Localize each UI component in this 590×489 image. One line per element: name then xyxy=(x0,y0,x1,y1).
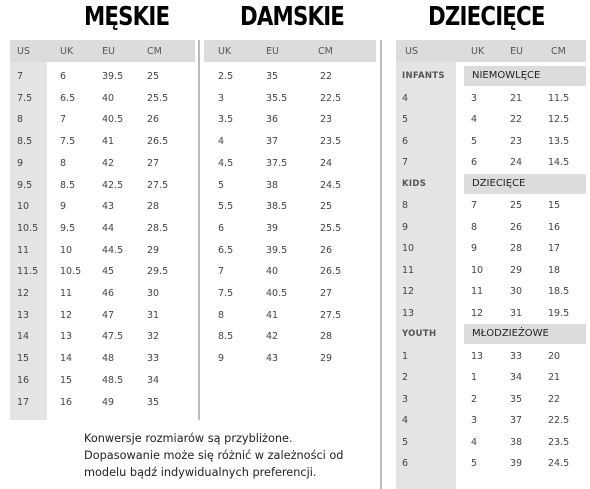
cell-uk: 16 xyxy=(60,396,73,408)
cell-eu: 39.5 xyxy=(266,244,288,256)
cell-uk: 5 xyxy=(471,458,478,469)
cell-us: 10.5 xyxy=(17,222,39,234)
cell-eu: 47 xyxy=(102,309,115,321)
cell-cm: 12.5 xyxy=(548,114,570,125)
table-row xyxy=(204,261,376,282)
header-us: US xyxy=(405,46,418,57)
cell-cm: 14.5 xyxy=(548,157,570,168)
cell-cm: 15 xyxy=(548,200,561,211)
cell-us: 12 xyxy=(17,288,30,299)
table-row xyxy=(10,392,195,413)
cell-cm: 32 xyxy=(147,331,160,343)
cell-uk: 1 xyxy=(471,372,478,383)
cell-eu: 40 xyxy=(266,266,279,278)
table-row xyxy=(396,453,586,474)
section-label-pl: MŁODZIEŻOWE xyxy=(472,328,549,339)
header-cm: CM xyxy=(318,46,333,57)
women-header-row xyxy=(204,40,376,62)
cell-cm: 21 xyxy=(548,372,561,383)
cell-cm: 25.5 xyxy=(320,222,342,234)
men-size-table xyxy=(10,40,195,420)
table-row xyxy=(10,175,195,196)
cell-eu: 38 xyxy=(266,179,279,191)
cell-eu: 40 xyxy=(102,92,115,104)
cell-eu: 34 xyxy=(510,372,523,383)
cell-us: 7 xyxy=(402,157,409,168)
cell-eu: 45 xyxy=(102,266,115,278)
cell-eu: 40.5 xyxy=(102,114,124,126)
table-row xyxy=(396,281,586,302)
table-row xyxy=(10,131,195,152)
cell-eu: 21 xyxy=(510,92,523,104)
table-row xyxy=(10,348,195,369)
cell-cm: 20 xyxy=(548,350,561,362)
cell-us: 3 xyxy=(402,393,409,405)
table-row xyxy=(204,305,376,326)
cell-cm: 24.5 xyxy=(548,458,570,469)
table-row xyxy=(10,66,195,87)
cell-uk: 4.5 xyxy=(218,157,234,169)
cell-us: 11 xyxy=(402,264,415,276)
section-header xyxy=(396,174,586,194)
cell-uk: 10.5 xyxy=(60,266,82,278)
table-row xyxy=(396,389,586,410)
cell-eu: 42 xyxy=(266,331,279,343)
section-label: KIDS xyxy=(402,178,427,189)
cell-eu: 39 xyxy=(510,458,523,469)
cell-eu: 38.5 xyxy=(266,201,288,213)
cell-uk: 8 xyxy=(60,157,67,169)
cell-eu: 39.5 xyxy=(102,71,124,82)
cell-cm: 30 xyxy=(147,288,160,299)
cell-us: 5 xyxy=(402,436,409,448)
table-row xyxy=(204,175,376,196)
cell-cm: 28 xyxy=(320,331,333,343)
cell-cm: 22.5 xyxy=(548,415,570,426)
cell-eu: 35 xyxy=(266,71,279,82)
cell-uk: 3 xyxy=(471,92,478,104)
cell-us: 9 xyxy=(17,157,24,169)
table-row xyxy=(10,261,195,282)
cell-cm: 23.5 xyxy=(548,436,570,448)
cell-us: 7.5 xyxy=(17,92,33,104)
cell-eu: 31 xyxy=(510,307,523,319)
men-header-row xyxy=(10,40,195,62)
cell-cm: 35 xyxy=(147,396,160,408)
cell-us: 16 xyxy=(17,374,30,386)
men-title: MĘSKIE xyxy=(84,2,170,32)
cell-uk: 6 xyxy=(60,71,67,82)
cell-uk: 7.5 xyxy=(60,136,76,148)
cell-eu: 28 xyxy=(510,243,523,254)
cell-uk: 7 xyxy=(60,114,67,126)
cell-uk: 14 xyxy=(60,353,73,365)
cell-uk: 9.5 xyxy=(60,222,76,234)
cell-uk: 4 xyxy=(218,136,225,148)
cell-uk: 5 xyxy=(218,179,225,191)
column-divider xyxy=(198,40,200,420)
header-eu: EU xyxy=(102,46,115,57)
cell-uk: 6.5 xyxy=(60,92,76,104)
header-eu: EU xyxy=(266,46,279,57)
cell-cm: 16 xyxy=(548,221,561,233)
cell-uk: 6.5 xyxy=(218,244,234,256)
cell-eu: 35.5 xyxy=(266,92,288,104)
cell-us: 13 xyxy=(402,307,415,319)
table-row xyxy=(10,305,195,326)
cell-cm: 26 xyxy=(320,244,333,256)
cell-cm: 27 xyxy=(320,288,333,299)
table-row xyxy=(10,240,195,261)
cell-cm: 18.5 xyxy=(548,286,570,297)
note-line: modelu bądź indywidualnych preferencji. xyxy=(84,466,317,479)
cell-uk: 7.5 xyxy=(218,288,234,299)
cell-cm: 24.5 xyxy=(320,179,342,191)
cell-eu: 38 xyxy=(510,436,523,448)
section-label: YOUTH xyxy=(402,329,437,339)
table-row xyxy=(396,346,586,367)
header-uk: UK xyxy=(471,46,485,57)
cell-us: 11 xyxy=(17,244,30,256)
cell-us: 4 xyxy=(402,415,409,426)
cell-cm: 25.5 xyxy=(147,92,169,104)
cell-eu: 48 xyxy=(102,353,115,365)
header-uk: UK xyxy=(60,46,74,57)
note-line: Dopasowanie może się różnić w zależności od xyxy=(84,449,344,462)
cell-cm: 31 xyxy=(147,309,160,321)
cell-uk: 8.5 xyxy=(218,331,234,343)
cell-cm: 33 xyxy=(147,353,160,365)
cell-us: 10 xyxy=(17,201,30,213)
cell-eu: 26 xyxy=(510,221,523,233)
cell-cm: 25 xyxy=(147,71,160,82)
table-row xyxy=(396,152,586,173)
cell-eu: 22 xyxy=(510,114,523,125)
cell-cm: 22 xyxy=(320,71,333,82)
cell-uk: 10 xyxy=(471,264,484,276)
cell-cm: 23.5 xyxy=(320,136,342,148)
header-us: US xyxy=(17,46,30,57)
cell-uk: 3.5 xyxy=(218,114,234,126)
cell-uk: 8 xyxy=(471,221,478,233)
cell-us: 15 xyxy=(17,353,30,365)
cell-uk: 8 xyxy=(218,309,225,321)
cell-uk: 7 xyxy=(471,200,478,211)
cell-uk: 4 xyxy=(471,436,478,448)
header-cm: CM xyxy=(147,46,162,57)
cell-eu: 46 xyxy=(102,288,115,299)
cell-eu: 37 xyxy=(266,136,279,148)
cell-eu: 43 xyxy=(102,201,115,213)
table-row xyxy=(204,88,376,109)
size-disclaimer xyxy=(84,430,343,481)
cell-us: 8 xyxy=(17,114,24,126)
table-row xyxy=(396,260,586,281)
table-row xyxy=(204,153,376,174)
table-row xyxy=(204,131,376,152)
cell-us: 8 xyxy=(402,200,409,211)
cell-cm: 28.5 xyxy=(147,222,169,234)
cell-uk: 2 xyxy=(471,393,478,405)
women-size-table xyxy=(204,40,376,376)
section-header xyxy=(396,66,586,86)
cell-us: 8.5 xyxy=(17,136,33,148)
table-row xyxy=(10,88,195,109)
table-row xyxy=(10,109,195,130)
table-row xyxy=(396,109,586,130)
table-row xyxy=(396,367,586,388)
cell-eu: 24 xyxy=(510,157,523,168)
cell-uk: 12 xyxy=(471,307,484,319)
cell-uk: 9 xyxy=(60,201,67,213)
cell-us: 11.5 xyxy=(17,266,39,278)
table-row xyxy=(396,88,586,109)
cell-cm: 29.5 xyxy=(147,266,169,278)
table-row xyxy=(396,131,586,152)
cell-uk: 15 xyxy=(60,374,73,386)
cell-cm: 11.5 xyxy=(548,92,570,104)
cell-cm: 28 xyxy=(147,201,160,213)
cell-uk: 9 xyxy=(218,353,225,365)
cell-uk: 5.5 xyxy=(218,201,234,213)
table-row xyxy=(10,326,195,347)
cell-eu: 37.5 xyxy=(266,157,288,169)
cell-us: 17 xyxy=(17,396,30,408)
table-row xyxy=(204,218,376,239)
cell-eu: 36 xyxy=(266,114,279,126)
cell-cm: 29 xyxy=(147,244,160,256)
cell-cm: 27.5 xyxy=(320,309,342,321)
cell-uk: 7 xyxy=(218,266,225,278)
cell-uk: 9 xyxy=(471,243,478,254)
cell-uk: 12 xyxy=(60,309,73,321)
women-title: DAMSKIE xyxy=(240,2,345,32)
cell-eu: 25 xyxy=(510,200,523,211)
cell-us: 6 xyxy=(402,135,409,147)
table-row xyxy=(10,218,195,239)
table-row xyxy=(396,195,586,216)
cell-uk: 11 xyxy=(471,286,484,297)
cell-eu: 33 xyxy=(510,350,523,362)
cell-cm: 23 xyxy=(320,114,333,126)
table-row xyxy=(204,326,376,347)
table-row xyxy=(204,283,376,304)
cell-us: 4 xyxy=(402,92,409,104)
cell-eu: 40.5 xyxy=(266,288,288,299)
cell-cm: 22.5 xyxy=(320,92,342,104)
cell-eu: 49 xyxy=(102,396,115,408)
table-row xyxy=(10,283,195,304)
cell-uk: 10 xyxy=(60,244,73,256)
cell-uk: 8.5 xyxy=(60,179,76,191)
kids-header-row xyxy=(396,40,586,62)
section-header xyxy=(396,324,586,344)
note-line: Konwersje rozmiarów są przybliżone. xyxy=(84,432,293,445)
cell-us: 9.5 xyxy=(17,179,33,191)
cell-us: 14 xyxy=(17,331,30,343)
section-label: INFANTS xyxy=(402,71,445,81)
cell-eu: 47.5 xyxy=(102,331,124,343)
section-label-pl: NIEMOWLĘCE xyxy=(472,70,541,81)
table-row xyxy=(204,348,376,369)
cell-uk: 13 xyxy=(471,350,484,362)
cell-uk: 13 xyxy=(60,331,73,343)
cell-uk: 4 xyxy=(471,114,478,125)
cell-us: 9 xyxy=(402,221,409,233)
cell-eu: 23 xyxy=(510,135,523,147)
cell-cm: 29 xyxy=(320,353,333,365)
cell-uk: 6 xyxy=(218,222,225,234)
cell-eu: 41 xyxy=(102,136,115,148)
table-row xyxy=(396,303,586,324)
cell-us: 1 xyxy=(402,350,409,362)
cell-cm: 26.5 xyxy=(147,136,169,148)
cell-us: 6 xyxy=(402,458,409,469)
cell-cm: 26.5 xyxy=(320,266,342,278)
cell-cm: 19.5 xyxy=(548,307,570,319)
table-row xyxy=(204,196,376,217)
cell-eu: 44 xyxy=(102,222,115,234)
cell-eu: 43 xyxy=(266,353,279,365)
cell-uk: 3 xyxy=(218,92,225,104)
cell-us: 13 xyxy=(17,309,30,321)
cell-us: 10 xyxy=(402,243,415,254)
cell-us: 5 xyxy=(402,114,409,125)
table-row xyxy=(10,370,195,391)
cell-eu: 44.5 xyxy=(102,244,124,256)
cell-cm: 25 xyxy=(320,201,333,213)
table-row xyxy=(10,196,195,217)
header-uk: UK xyxy=(218,46,232,57)
cell-eu: 35 xyxy=(510,393,523,405)
cell-cm: 22 xyxy=(548,393,561,405)
cell-eu: 29 xyxy=(510,264,523,276)
cell-eu: 42 xyxy=(102,157,115,169)
cell-uk: 3 xyxy=(471,415,478,426)
section-label-pl: DZIECIĘCE xyxy=(472,177,526,189)
cell-cm: 24 xyxy=(320,157,333,169)
kids-title: DZIECIĘCE xyxy=(428,2,545,32)
cell-cm: 26 xyxy=(147,114,160,126)
cell-cm: 27 xyxy=(147,157,160,169)
cell-eu: 30 xyxy=(510,286,523,297)
cell-uk: 11 xyxy=(60,288,73,299)
cell-uk: 6 xyxy=(471,157,478,168)
table-row xyxy=(10,153,195,174)
cell-cm: 18 xyxy=(548,264,561,276)
cell-us: 2 xyxy=(402,372,409,383)
cell-eu: 48.5 xyxy=(102,374,124,386)
kids-size-table xyxy=(396,40,586,489)
table-row xyxy=(204,240,376,261)
cell-eu: 37 xyxy=(510,415,523,426)
cell-uk: 5 xyxy=(471,135,478,147)
cell-uk: 2.5 xyxy=(218,71,234,82)
cell-cm: 13.5 xyxy=(548,135,570,147)
cell-eu: 41 xyxy=(266,309,279,321)
cell-cm: 17 xyxy=(548,243,561,254)
table-row xyxy=(204,66,376,87)
column-divider xyxy=(380,40,382,489)
cell-us: 7 xyxy=(17,71,24,82)
cell-eu: 42.5 xyxy=(102,179,124,191)
cell-cm: 34 xyxy=(147,374,160,386)
header-eu: EU xyxy=(510,46,523,57)
cell-us: 12 xyxy=(402,286,415,297)
table-row xyxy=(204,109,376,130)
table-row xyxy=(396,410,586,431)
table-row xyxy=(396,217,586,238)
table-row xyxy=(396,238,586,259)
cell-cm: 27.5 xyxy=(147,179,169,191)
cell-eu: 39 xyxy=(266,222,279,234)
header-cm: CM xyxy=(551,46,566,57)
table-row xyxy=(396,432,586,453)
